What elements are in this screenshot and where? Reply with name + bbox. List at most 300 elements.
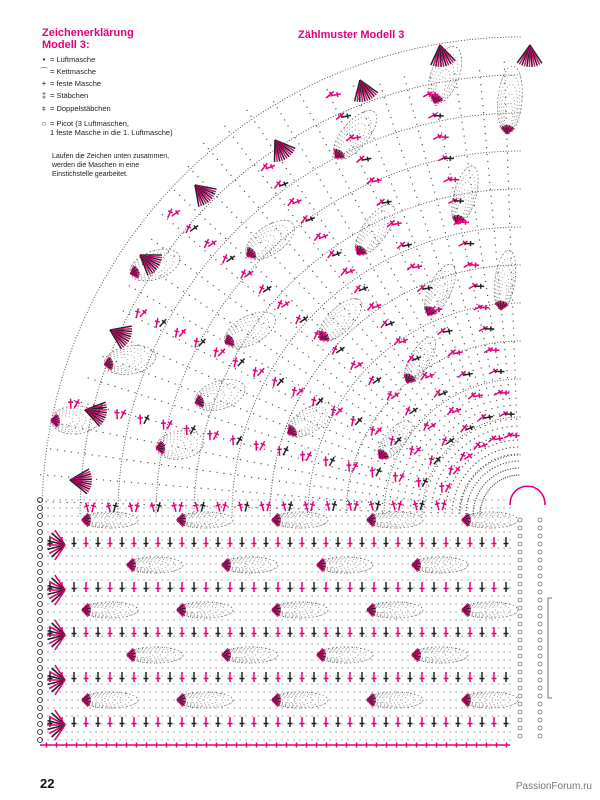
motif-outline	[239, 212, 301, 267]
stitch-mark	[272, 377, 277, 387]
stitch-mark	[347, 462, 352, 472]
stitch-mark	[283, 447, 288, 456]
stitch-mark	[227, 256, 235, 262]
stitch-mark	[444, 717, 449, 727]
stitch-mark	[84, 672, 89, 682]
chain-dot-ray	[188, 167, 492, 486]
stitch-mark	[120, 582, 125, 592]
stitch-mark	[468, 537, 473, 547]
stitch-mark	[277, 446, 282, 456]
triple-cross-icon: ⧧	[41, 104, 47, 113]
stitch-mark	[360, 582, 365, 592]
stitch-mark	[140, 743, 150, 748]
pineapple-motif	[177, 602, 233, 618]
strap-picot	[538, 606, 542, 610]
stitch-mark	[156, 672, 161, 682]
stitch-mark	[192, 717, 197, 727]
strap-picot	[538, 718, 542, 722]
stitch-mark	[375, 427, 382, 435]
stitch-mark	[282, 302, 290, 308]
stitch-mark	[396, 717, 401, 727]
stitch-mark	[250, 743, 260, 748]
stitch-mark	[220, 743, 230, 748]
chart-title: Zählmuster Modell 3	[298, 29, 405, 41]
strap-picot	[518, 590, 522, 594]
stitch-mark	[428, 423, 436, 429]
pineapple-motif	[82, 692, 138, 708]
strap-picot	[538, 566, 542, 570]
stitch-mark	[216, 502, 221, 512]
stitch-mark	[264, 717, 269, 727]
motif-outline	[491, 249, 519, 311]
stitch-mark	[480, 743, 490, 748]
strap-picot	[518, 534, 522, 538]
stitch-mark	[156, 717, 161, 727]
pineapple-motif	[372, 415, 418, 465]
stitch-mark	[144, 717, 149, 727]
scallop-stitch	[275, 140, 276, 162]
stitch-mark	[190, 426, 195, 435]
strap-picot	[518, 670, 522, 674]
stitch-mark	[348, 672, 353, 682]
stitch-mark	[420, 537, 425, 547]
stitch-mark	[376, 468, 381, 477]
stitch-mark	[324, 537, 329, 547]
stitch-mark	[120, 672, 125, 682]
stitch-mark	[113, 503, 118, 513]
stitch-mark	[240, 672, 245, 682]
stitch-mark	[288, 501, 293, 511]
stitch-mark	[355, 362, 363, 368]
pineapple-motif	[491, 249, 519, 311]
legend-title-line-1: Zeichenerklärung	[42, 27, 134, 39]
stitch-mark	[300, 743, 310, 748]
stitch-mark	[422, 478, 427, 487]
stitch-mark	[324, 672, 329, 682]
motif-outline	[191, 374, 249, 417]
strap-picot	[538, 678, 542, 682]
stitch-mark	[179, 329, 186, 337]
strap-picot	[538, 598, 542, 602]
stitch-mark	[360, 717, 365, 727]
stitch-mark	[180, 672, 185, 682]
stitch-mark	[138, 415, 143, 425]
stitch-mark	[170, 743, 180, 748]
strap-picot	[518, 630, 522, 634]
pineapple-motif	[82, 512, 138, 528]
stitch-mark	[132, 717, 137, 727]
stitch-mark	[324, 717, 329, 727]
chain-dot-ray	[62, 424, 481, 507]
stitch-mark	[210, 743, 220, 748]
stitch-mark	[199, 339, 206, 346]
stitch-mark	[398, 501, 403, 511]
pineapple-motif	[219, 304, 282, 355]
stitch-mark	[204, 537, 209, 547]
stitch-mark	[300, 717, 305, 727]
stitch-mark	[410, 408, 418, 414]
strap-picot	[518, 518, 522, 522]
stitch-mark	[453, 467, 460, 475]
chain-dot-ray	[113, 334, 484, 499]
picot-icon: ○	[41, 119, 47, 128]
stitch-mark	[106, 503, 111, 513]
stitch-mark	[444, 672, 449, 682]
stitch-mark	[108, 537, 113, 547]
stitch-mark	[474, 442, 480, 450]
strap-picot	[538, 558, 542, 562]
stitch-mark	[400, 743, 410, 748]
chain-dot-ray	[162, 215, 489, 490]
stitch-mark	[384, 582, 389, 592]
stitch-mark	[300, 582, 305, 592]
stitch-mark	[373, 378, 381, 384]
strap-picot	[538, 550, 542, 554]
stitch-mark	[68, 399, 73, 409]
stitch-mark	[275, 181, 281, 189]
repeat-marker-layer	[548, 598, 552, 698]
stitch-mark	[316, 398, 323, 406]
strap-picot	[518, 606, 522, 610]
strap-picot	[518, 678, 522, 682]
stitch-mark	[244, 502, 249, 512]
stitch-mark	[204, 717, 209, 727]
stitch-mark	[341, 268, 347, 276]
stitch-mark	[288, 537, 293, 547]
stitch-mark	[323, 456, 328, 466]
stitch-mark	[288, 717, 293, 727]
stitch-mark	[252, 537, 257, 547]
stitch-mark	[228, 537, 233, 547]
stitch-mark	[408, 582, 413, 592]
stitch-mark	[394, 337, 400, 345]
stitch-mark	[312, 672, 317, 682]
strap-picot	[518, 726, 522, 730]
stitch-mark	[414, 447, 421, 455]
pineapple-motif	[127, 647, 183, 663]
stitch-mark	[432, 537, 437, 547]
stitch-mark	[270, 743, 280, 748]
stitch-mark	[348, 717, 353, 727]
chain-dot-arc	[422, 417, 520, 515]
stitch-mark	[492, 717, 497, 727]
stitch-mark	[132, 537, 137, 547]
stitch-mark	[192, 672, 197, 682]
stitch-mark	[370, 743, 380, 748]
pineapple-motif	[312, 292, 369, 349]
stitch-mark	[314, 330, 319, 339]
stitch-mark	[120, 717, 125, 727]
stitch-mark	[290, 743, 300, 748]
stitch-mark	[429, 456, 434, 466]
stitch-mark	[332, 501, 337, 511]
pineapple-motif	[272, 512, 328, 528]
stitch-mark	[144, 415, 149, 424]
stitch-mark	[384, 672, 389, 682]
stitch-mark	[155, 318, 160, 328]
stitch-mark	[228, 582, 233, 592]
stitch-mark	[218, 349, 225, 356]
strap-picot	[538, 710, 542, 714]
motif-row	[348, 199, 402, 262]
stitch-mark	[263, 286, 271, 292]
stitch-mark	[252, 717, 257, 727]
strap-picot	[518, 686, 522, 690]
stitch-mark	[194, 502, 199, 512]
stitch-mark	[370, 467, 375, 477]
stitch-mark	[252, 672, 257, 682]
stitch-mark	[391, 393, 399, 399]
stitch-mark	[420, 717, 425, 727]
stitch-mark	[84, 582, 89, 592]
stitch-mark	[208, 241, 216, 247]
stitch-mark	[190, 226, 198, 232]
pineapple-motif	[495, 65, 525, 135]
stitch-mark	[264, 537, 269, 547]
stitch-mark	[168, 209, 173, 218]
stitch-mark	[312, 582, 317, 592]
stitch-mark	[231, 435, 236, 445]
stitch-mark	[420, 743, 430, 748]
pineapple-motif	[412, 557, 468, 573]
stitch-mark	[276, 582, 281, 592]
chain-dot-arc	[384, 379, 520, 514]
stitch-mark	[266, 502, 271, 512]
strap-picot	[518, 582, 522, 586]
strap-picot	[538, 670, 542, 674]
stitch-mark	[253, 367, 258, 377]
stitch-mark	[440, 743, 450, 748]
stitch-mark	[390, 436, 395, 446]
stitch-mark	[297, 388, 304, 395]
pineapple-motif	[191, 374, 249, 417]
stitch-mark	[72, 672, 77, 682]
stitch-mark	[132, 582, 137, 592]
stitch-mark	[504, 537, 509, 547]
stitch-mark	[347, 501, 352, 511]
stitch-mark	[240, 537, 245, 547]
stitch-mark	[230, 743, 240, 748]
stitch-mark	[201, 502, 206, 512]
page-number: 22	[40, 776, 55, 791]
stitch-mark	[336, 672, 341, 682]
stitch-mark	[156, 582, 161, 592]
stitch-mark	[314, 233, 320, 241]
stitch-mark	[216, 672, 221, 682]
strap-picot	[538, 734, 542, 738]
plus-icon: +	[41, 79, 47, 88]
stitch-mark	[228, 672, 233, 682]
motif-row	[222, 316, 265, 351]
motif-row	[219, 304, 282, 355]
strap-picot	[538, 582, 542, 586]
legend-label-chain: = Luftmasche	[50, 55, 96, 64]
stitch-mark	[372, 582, 377, 592]
stitch-mark	[157, 502, 162, 512]
stitch-mark	[336, 717, 341, 727]
stitch-mark	[504, 717, 509, 727]
stitch-mark	[384, 717, 389, 727]
stitch-mark	[240, 717, 245, 727]
stitch-mark	[204, 582, 209, 592]
motif-row	[491, 249, 519, 311]
stitch-mark	[288, 672, 293, 682]
pineapple-motif	[367, 512, 423, 528]
pineapple-motif	[462, 602, 518, 618]
stitch-mark	[172, 210, 180, 216]
stitch-mark	[168, 537, 173, 547]
stitch-mark	[245, 271, 253, 277]
stitch-mark	[435, 500, 440, 510]
stitch-mark	[281, 501, 286, 511]
motif-outline	[348, 199, 402, 262]
strap-picot	[538, 574, 542, 578]
stitch-mark	[480, 582, 485, 592]
stitch-mark	[96, 672, 101, 682]
stitch-mark	[504, 582, 509, 592]
stitch-mark	[120, 537, 125, 547]
stitch-mark	[156, 537, 161, 547]
stitch-mark	[180, 537, 185, 547]
strap-top-arc	[510, 486, 545, 505]
stitch-mark	[324, 582, 329, 592]
strap-picot	[518, 734, 522, 738]
stitch-mark	[135, 308, 140, 318]
stitch-mark	[312, 717, 317, 727]
stitch-mark	[216, 582, 221, 592]
stitch-mark	[408, 537, 413, 547]
stitch-mark	[296, 315, 301, 324]
chain-dot-ray	[51, 449, 481, 509]
stitch-mark	[238, 502, 243, 512]
stitch-mark	[160, 319, 167, 327]
stitch-mark	[168, 672, 173, 682]
stitch-mark	[348, 537, 353, 547]
stitch-mark	[350, 743, 360, 748]
stitch-mark	[228, 717, 233, 727]
stitch-mark	[50, 743, 60, 748]
stitch-mark	[354, 285, 360, 293]
stitch-mark	[84, 537, 89, 547]
stitch-mark	[490, 743, 500, 748]
legend-label-double-crochet: = Stäbchen	[50, 91, 89, 100]
strap-picot	[518, 542, 522, 546]
stitch-mark	[276, 672, 281, 682]
pineapple-motif	[177, 692, 233, 708]
stitch-mark	[174, 328, 179, 338]
stitch-mark	[310, 743, 320, 748]
stitch-mark	[72, 582, 77, 592]
stitch-mark	[360, 537, 365, 547]
stitch-mark	[328, 250, 334, 258]
stitch-mark	[492, 537, 497, 547]
stitch-mark	[336, 582, 341, 592]
stitch-mark	[150, 743, 160, 748]
stitch-mark	[348, 582, 353, 592]
stitch-mark	[207, 430, 212, 440]
motif-row	[221, 310, 274, 353]
stitch-mark	[252, 582, 257, 592]
stitch-mark	[468, 582, 473, 592]
chain-dot-arc	[460, 455, 520, 513]
pineapple-motif	[412, 647, 468, 663]
pineapple-motif	[462, 512, 518, 528]
stitch-mark	[60, 743, 70, 748]
stitch-mark	[409, 446, 414, 456]
chain-dot-arc	[346, 341, 520, 513]
pineapple-motif	[317, 647, 373, 663]
pineapple-motif	[317, 557, 373, 573]
stitch-mark	[439, 483, 444, 493]
stitch-mark	[384, 537, 389, 547]
pineapple-motif	[154, 428, 205, 462]
chain-dot-ray	[247, 110, 498, 481]
stitch-mark	[468, 672, 473, 682]
stitch-mark	[240, 582, 245, 592]
stitch-mark	[330, 457, 335, 466]
pineapple-motif	[127, 557, 183, 573]
stitch-mark	[399, 473, 404, 482]
stitch-mark	[410, 743, 420, 748]
strap-picot	[538, 686, 542, 690]
stitch-mark	[300, 672, 305, 682]
stitch-mark	[264, 582, 269, 592]
strap-picot	[518, 526, 522, 530]
stitch-mark	[393, 472, 398, 482]
stitch-mark	[444, 537, 449, 547]
stitch-mark	[449, 465, 454, 475]
stitch-mark	[420, 672, 425, 682]
stitch-mark	[223, 502, 228, 512]
stitch-mark	[432, 717, 437, 727]
stitch-mark	[214, 348, 219, 358]
strap-picot	[518, 550, 522, 554]
legend-title-line-2: Modell 3:	[42, 39, 90, 51]
strap-picot	[518, 718, 522, 722]
legend-label-picot: = Picot (3 Luftmaschen, 1 feste Masche in die 1. Luftmasche)	[50, 119, 173, 137]
stitch-mark	[456, 717, 461, 727]
strap-picot	[538, 630, 542, 634]
repeat-bracket	[548, 598, 552, 698]
stitch-mark	[360, 743, 370, 748]
stitch-mark	[447, 407, 453, 415]
stitch-mark	[376, 501, 381, 511]
chain-dot-arc	[118, 113, 520, 515]
chain-dot-arc	[232, 227, 520, 515]
stitch-mark	[280, 743, 290, 748]
stitch-mark	[240, 743, 250, 748]
motif-outline	[326, 104, 384, 167]
strap-picot	[518, 654, 522, 658]
stitch-mark	[84, 503, 89, 513]
stitch-mark	[108, 717, 113, 727]
stitch-mark	[303, 501, 308, 511]
legend-label-slip-stitch: = Kettmasche	[50, 67, 97, 76]
stitch-mark	[70, 743, 80, 748]
stitch-mark	[192, 582, 197, 592]
stitch-mark	[480, 537, 485, 547]
stitch-mark	[504, 672, 509, 682]
stitch-mark	[300, 451, 305, 461]
watermark: PassionForum.ru	[515, 781, 592, 792]
stitch-mark	[480, 672, 485, 682]
stitch-mark	[258, 368, 265, 376]
legend-label-treble-crochet: = Doppelstäbchen	[50, 104, 111, 113]
strap-picot	[518, 614, 522, 618]
stitch-mark	[96, 717, 101, 727]
stitch-mark	[336, 347, 344, 353]
pineapple-motif	[367, 602, 423, 618]
